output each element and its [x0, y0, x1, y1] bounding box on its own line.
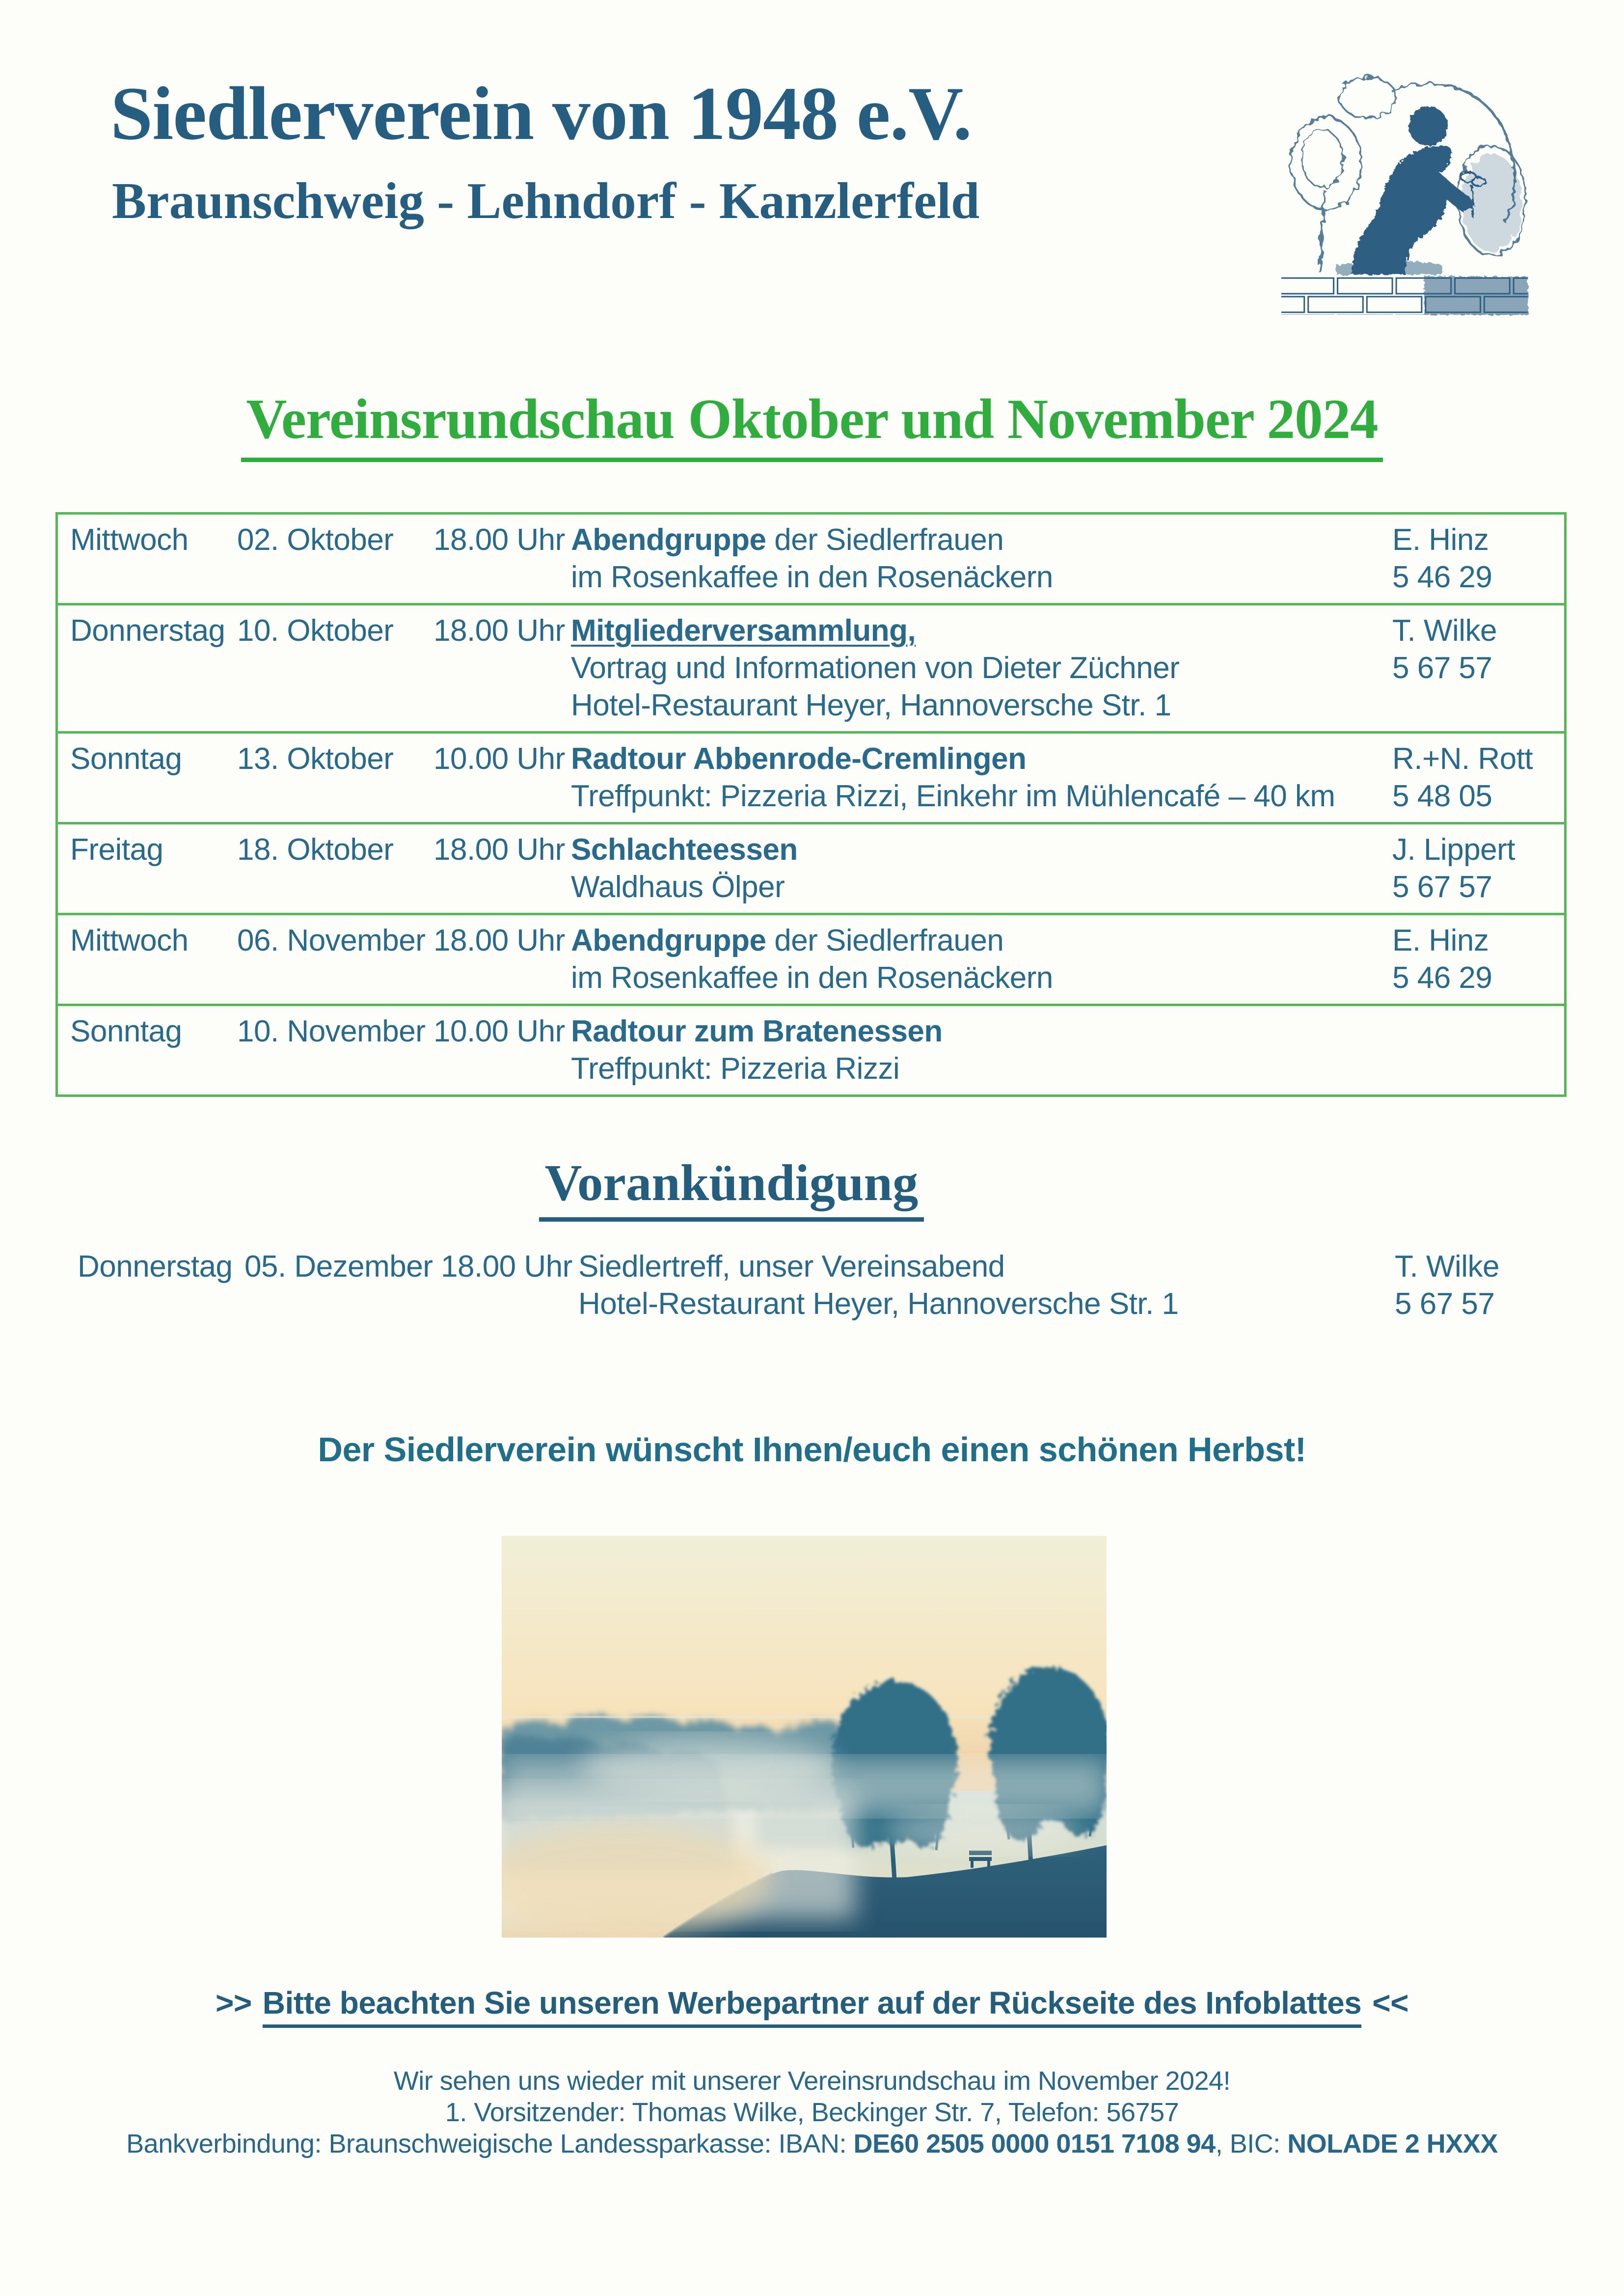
- event-title: Siedlertreff, unser Vereinsabend: [578, 1250, 1005, 1284]
- contact-name: E. Hinz: [1392, 924, 1489, 957]
- bic-value: NOLADE 2 HXXX: [1287, 2129, 1498, 2159]
- org-title: Siedlerverein von 1948 e.V.: [110, 71, 972, 156]
- notice-text: Bitte beachten Sie unseren Werbepartner auf der Rückseite des Infoblattes: [263, 1985, 1362, 2028]
- event-day: Mittwoch: [70, 523, 189, 557]
- iban-value: DE60 2505 0000 0151 7108 94: [853, 2129, 1216, 2159]
- schedule-table: [55, 512, 1567, 1097]
- event-time: 10.00 Uhr: [433, 1014, 565, 1048]
- event-contact: [1392, 521, 1564, 596]
- event-title: Abendgruppe: [571, 523, 766, 557]
- table-row: [58, 1004, 1564, 1094]
- table-row: [58, 913, 1564, 1004]
- contact-name: J. Lippert: [1392, 833, 1516, 867]
- event-date: 13. Oktober: [237, 742, 394, 776]
- event-date: 10. Oktober: [237, 614, 394, 648]
- event-description: [571, 831, 1392, 906]
- event-time: 18.00 Uhr: [433, 614, 565, 648]
- event-day: Mittwoch: [70, 924, 189, 957]
- event-day: Sonntag: [70, 742, 182, 776]
- misty-lake-photo: [502, 1536, 1107, 1938]
- table-row: [58, 515, 1564, 603]
- event-day: Freitag: [70, 833, 163, 867]
- event-detail: Hotel-Restaurant Heyer, Hannoversche Str. 1: [578, 1287, 1179, 1321]
- contact-phone: 5 67 57: [1395, 1287, 1495, 1321]
- event-detail: Waldhaus Ölper: [571, 870, 785, 904]
- event-detail: Hotel-Restaurant Heyer, Hannoversche Str. 1: [571, 688, 1171, 722]
- event-contact: [1392, 1013, 1564, 1088]
- event-date: 18. Oktober: [237, 833, 394, 867]
- announcement-row: [55, 1248, 1567, 1323]
- event-day: Sonntag: [70, 1014, 182, 1048]
- event-time: 18.00 Uhr: [433, 833, 565, 867]
- event-day: Donnerstag: [78, 1250, 233, 1284]
- footer-line-3: [0, 2128, 1624, 2159]
- event-detail: im Rosenkaffee in den Rosenäckern: [571, 560, 1053, 594]
- event-detail: im Rosenkaffee in den Rosenäckern: [571, 961, 1053, 995]
- event-contact: [1392, 922, 1564, 997]
- event-time: 18.00 Uhr: [433, 924, 565, 957]
- event-date: 06. November: [237, 924, 426, 957]
- event-description: [571, 612, 1392, 724]
- contact-phone: 5 46 29: [1392, 961, 1492, 995]
- table-row: [58, 603, 1564, 731]
- event-detail: Treffpunkt: Pizzeria Rizzi, Einkehr im Mühlencafé – 40 km: [571, 779, 1335, 813]
- contact-name: R.+N. Rott: [1392, 742, 1533, 776]
- event-contact: [1392, 740, 1564, 815]
- bic-label: , BIC:: [1215, 2129, 1288, 2159]
- greeting-line: Der Siedlerverein wünscht Ihnen/euch einen schönen Herbst!: [318, 1430, 1306, 1469]
- event-time: 18.00 Uhr: [433, 523, 565, 557]
- event-date: 05. Dezember: [244, 1250, 433, 1284]
- table-row: [58, 731, 1564, 822]
- event-detail: Treffpunkt: Pizzeria Rizzi: [571, 1052, 900, 1086]
- event-description: [571, 922, 1392, 997]
- event-contact: [1395, 1248, 1567, 1323]
- event-title-rest: der Siedlerfrauen: [766, 523, 1004, 557]
- org-subtitle: Braunschweig - Lehndorf - Kanzlerfeld: [112, 172, 980, 229]
- event-detail: Vortrag und Informationen von Dieter Züchner: [571, 651, 1180, 685]
- contact-name: E. Hinz: [1392, 523, 1489, 557]
- contact-name: T. Wilke: [1395, 1250, 1499, 1284]
- event-title-rest: der Siedlerfrauen: [766, 924, 1004, 957]
- chevrons-left-icon: <<: [1372, 1985, 1408, 2021]
- event-title: Mitgliederversammlung,: [571, 614, 916, 648]
- event-time: 10.00 Uhr: [433, 742, 565, 776]
- bank-label: Bankverbindung: Braunschweigische Landessparkasse: IBAN:: [126, 2129, 854, 2159]
- event-date: 10. November: [237, 1014, 426, 1048]
- event-title: Radtour Abbenrode-Cremlingen: [571, 742, 1027, 776]
- event-description: [571, 1013, 1392, 1088]
- newsletter-title: Vereinsrundschau Oktober und November 2024: [241, 387, 1382, 462]
- event-day: Donnerstag: [70, 614, 225, 648]
- footer-line-1: Wir sehen uns wieder mit unserer Vereinsrundschau im November 2024!: [393, 2066, 1231, 2096]
- footer-line-2: 1. Vorsitzender: Thomas Wilke, Beckinger Str. 7, Telefon: 56757: [445, 2098, 1179, 2127]
- event-description: [571, 740, 1392, 815]
- contact-phone: 5 67 57: [1392, 651, 1492, 685]
- contact-phone: 5 46 29: [1392, 560, 1492, 594]
- contact-name: T. Wilke: [1392, 614, 1497, 648]
- announcement-heading: Vorankündigung: [539, 1153, 924, 1222]
- event-time: 18.00 Uhr: [441, 1250, 572, 1284]
- event-contact: [1392, 612, 1564, 724]
- footer: [0, 2065, 1624, 2159]
- contact-phone: 5 48 05: [1392, 779, 1492, 813]
- contact-phone: 5 67 57: [1392, 870, 1492, 904]
- event-description: [578, 1248, 1395, 1323]
- table-row: [58, 822, 1564, 913]
- event-description: [571, 521, 1392, 596]
- event-contact: [1392, 831, 1564, 906]
- event-title: Radtour zum Bratenessen: [571, 1014, 943, 1048]
- event-title: Abendgruppe: [571, 924, 766, 957]
- notice-line: [0, 1985, 1624, 2021]
- event-title: Schlachteessen: [571, 833, 798, 867]
- event-date: 02. Oktober: [237, 523, 394, 557]
- kneeling-planter-logo-icon: [1277, 53, 1532, 318]
- chevrons-right-icon: >>: [216, 1985, 252, 2021]
